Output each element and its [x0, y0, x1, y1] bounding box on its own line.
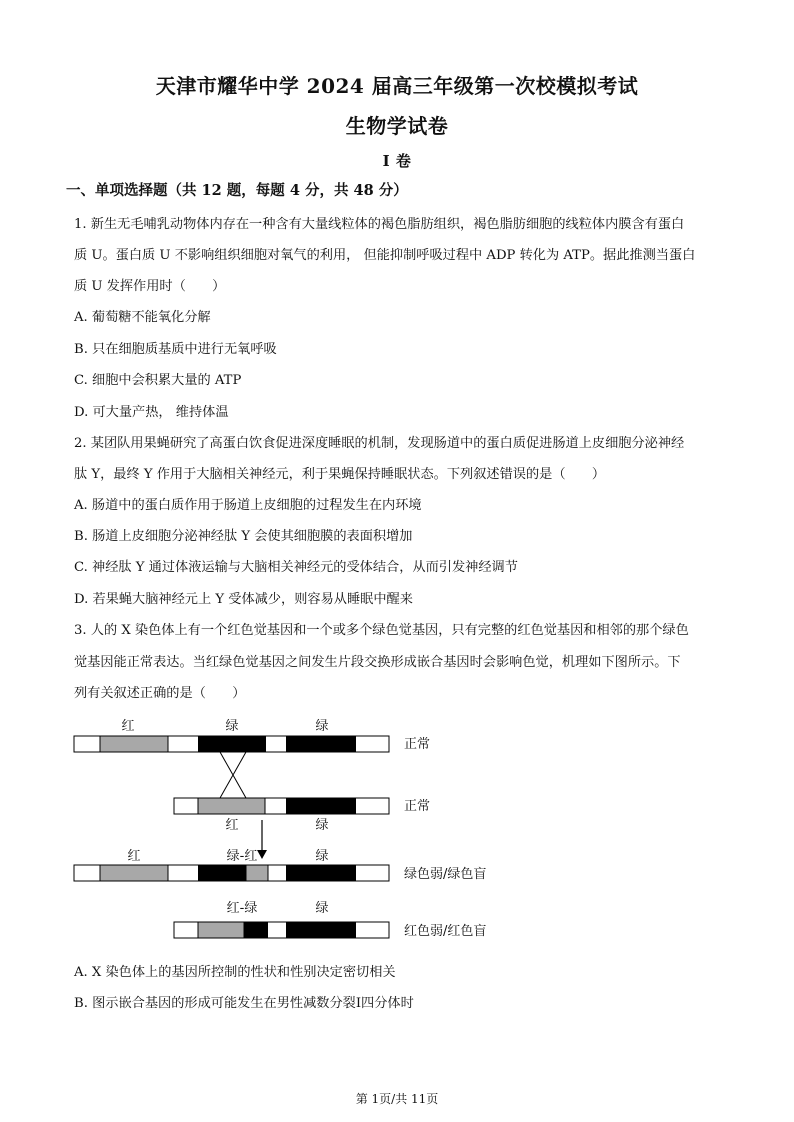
row3-status: 绿色弱/绿色盲 [404, 867, 487, 882]
row3-label-red: 红 [127, 849, 141, 864]
q1-option-a[interactable]: A. 葡萄糖不能氧化分解 [74, 310, 211, 325]
row3-label-green-red: 绿-红 [226, 849, 258, 864]
row2-label-red: 红 [225, 818, 239, 833]
row4-green-gene [286, 922, 356, 938]
q1-option-d[interactable]: D. 可大量产热， 维持体温 [74, 405, 229, 420]
row4-status: 红色弱/红色盲 [404, 924, 487, 939]
row4-label-red-green: 红-绿 [226, 901, 258, 916]
q1-stem-line: 质 U 发挥作用时（ ） [74, 279, 226, 294]
row1-label-green-2: 绿 [315, 719, 329, 734]
row4-chimera-red-part [198, 922, 244, 938]
subject-title: 生物学试卷 [345, 114, 449, 138]
row3-label-green: 绿 [315, 849, 329, 864]
q2-stem-line: 肽 Y，最终 Y 作用于大脑相关神经元，利于果蝇保持睡眠状态。下列叙述错误的是（ ） [74, 467, 606, 482]
q3-option-a[interactable]: A. X 染色体上的基因所控制的性状和性别决定密切相关 [74, 965, 396, 980]
row3-red-gene [100, 865, 168, 881]
q3-stem-line: 3. 人的 X 染色体上有一个红色觉基因和一个或多个绿色觉基因，只有完整的红色觉基因和相邻的那个绿色 [74, 623, 689, 638]
q3-option-b[interactable]: B. 图示嵌合基因的形成可能发生在男性减数分裂Ⅰ四分体时 [74, 996, 414, 1011]
row4-chimera-green-part [244, 922, 268, 938]
q2-stem-line: 2. 某团队用果蝇研究了高蛋白饮食促进深度睡眠的机制，发现肠道中的蛋白质促进肠道上皮细胞分泌神经 [74, 436, 685, 451]
row2-green-gene [286, 798, 356, 814]
row3-green-gene [286, 865, 356, 881]
row1-red-gene [100, 736, 168, 752]
row4-label-green: 绿 [315, 901, 329, 916]
q2-option-a[interactable]: A. 肠道中的蛋白质作用于肠道上皮细胞的过程发生在内环境 [74, 498, 422, 513]
row1-label-red: 红 [121, 719, 135, 734]
q1-stem-line: 质 U。蛋白质 U 不影响组织细胞对氧气的利用， 但能抑制呼吸过程中 ADP 转化为 ATP。据此推测当蛋白 [74, 248, 696, 263]
row1-green-gene-1 [198, 736, 266, 752]
q1-option-c[interactable]: C. 细胞中会积累大量的 ATP [74, 373, 242, 388]
row3-chimera-green-part [198, 865, 246, 881]
row1-green-gene-2 [286, 736, 356, 752]
volume-label: I 卷 [382, 152, 412, 170]
q2-option-d[interactable]: D. 若果蝇大脑神经元上 Y 受体减少，则容易从睡眠中醒来 [74, 592, 413, 607]
q1-option-b[interactable]: B. 只在细胞质基质中进行无氧呼吸 [74, 342, 277, 357]
page-footer: 第 1页/共 11页 [355, 1092, 439, 1106]
row1-status: 正常 [404, 737, 431, 752]
section-heading: 一、单项选择题（共 12 题，每题 4 分，共 48 分） [66, 182, 408, 199]
row2-status: 正常 [404, 799, 431, 814]
q1-stem-line: 1. 新生无毛哺乳动物体内存在一种含有大量线粒体的褐色脂肪组织，褐色脂肪细胞的线粒体内膜含有蛋白 [74, 217, 685, 232]
row2-red-gene [198, 798, 265, 814]
exam-title: 天津市耀华中学 2024 届高三年级第一次校模拟考试 [155, 74, 639, 98]
row1-label-green-1: 绿 [225, 719, 239, 734]
q2-option-b[interactable]: B. 肠道上皮细胞分泌神经肽 Y 会使其细胞膜的表面积增加 [74, 529, 413, 544]
gene-crossover-diagram [70, 712, 520, 952]
q2-option-c[interactable]: C. 神经肽 Y 通过体液运输与大脑相关神经元的受体结合，从而引发神经调节 [74, 560, 518, 575]
row3-chimera-red-part [246, 865, 268, 881]
arrow-down-icon [257, 850, 267, 859]
q3-stem-line: 觉基因能正常表达。当红绿色觉基因之间发生片段交换形成嵌合基因时会影响色觉，机理如下图所示。下 [74, 655, 681, 670]
q3-stem-line: 列有关叙述正确的是（ ） [74, 686, 246, 701]
row2-label-green: 绿 [315, 818, 329, 833]
